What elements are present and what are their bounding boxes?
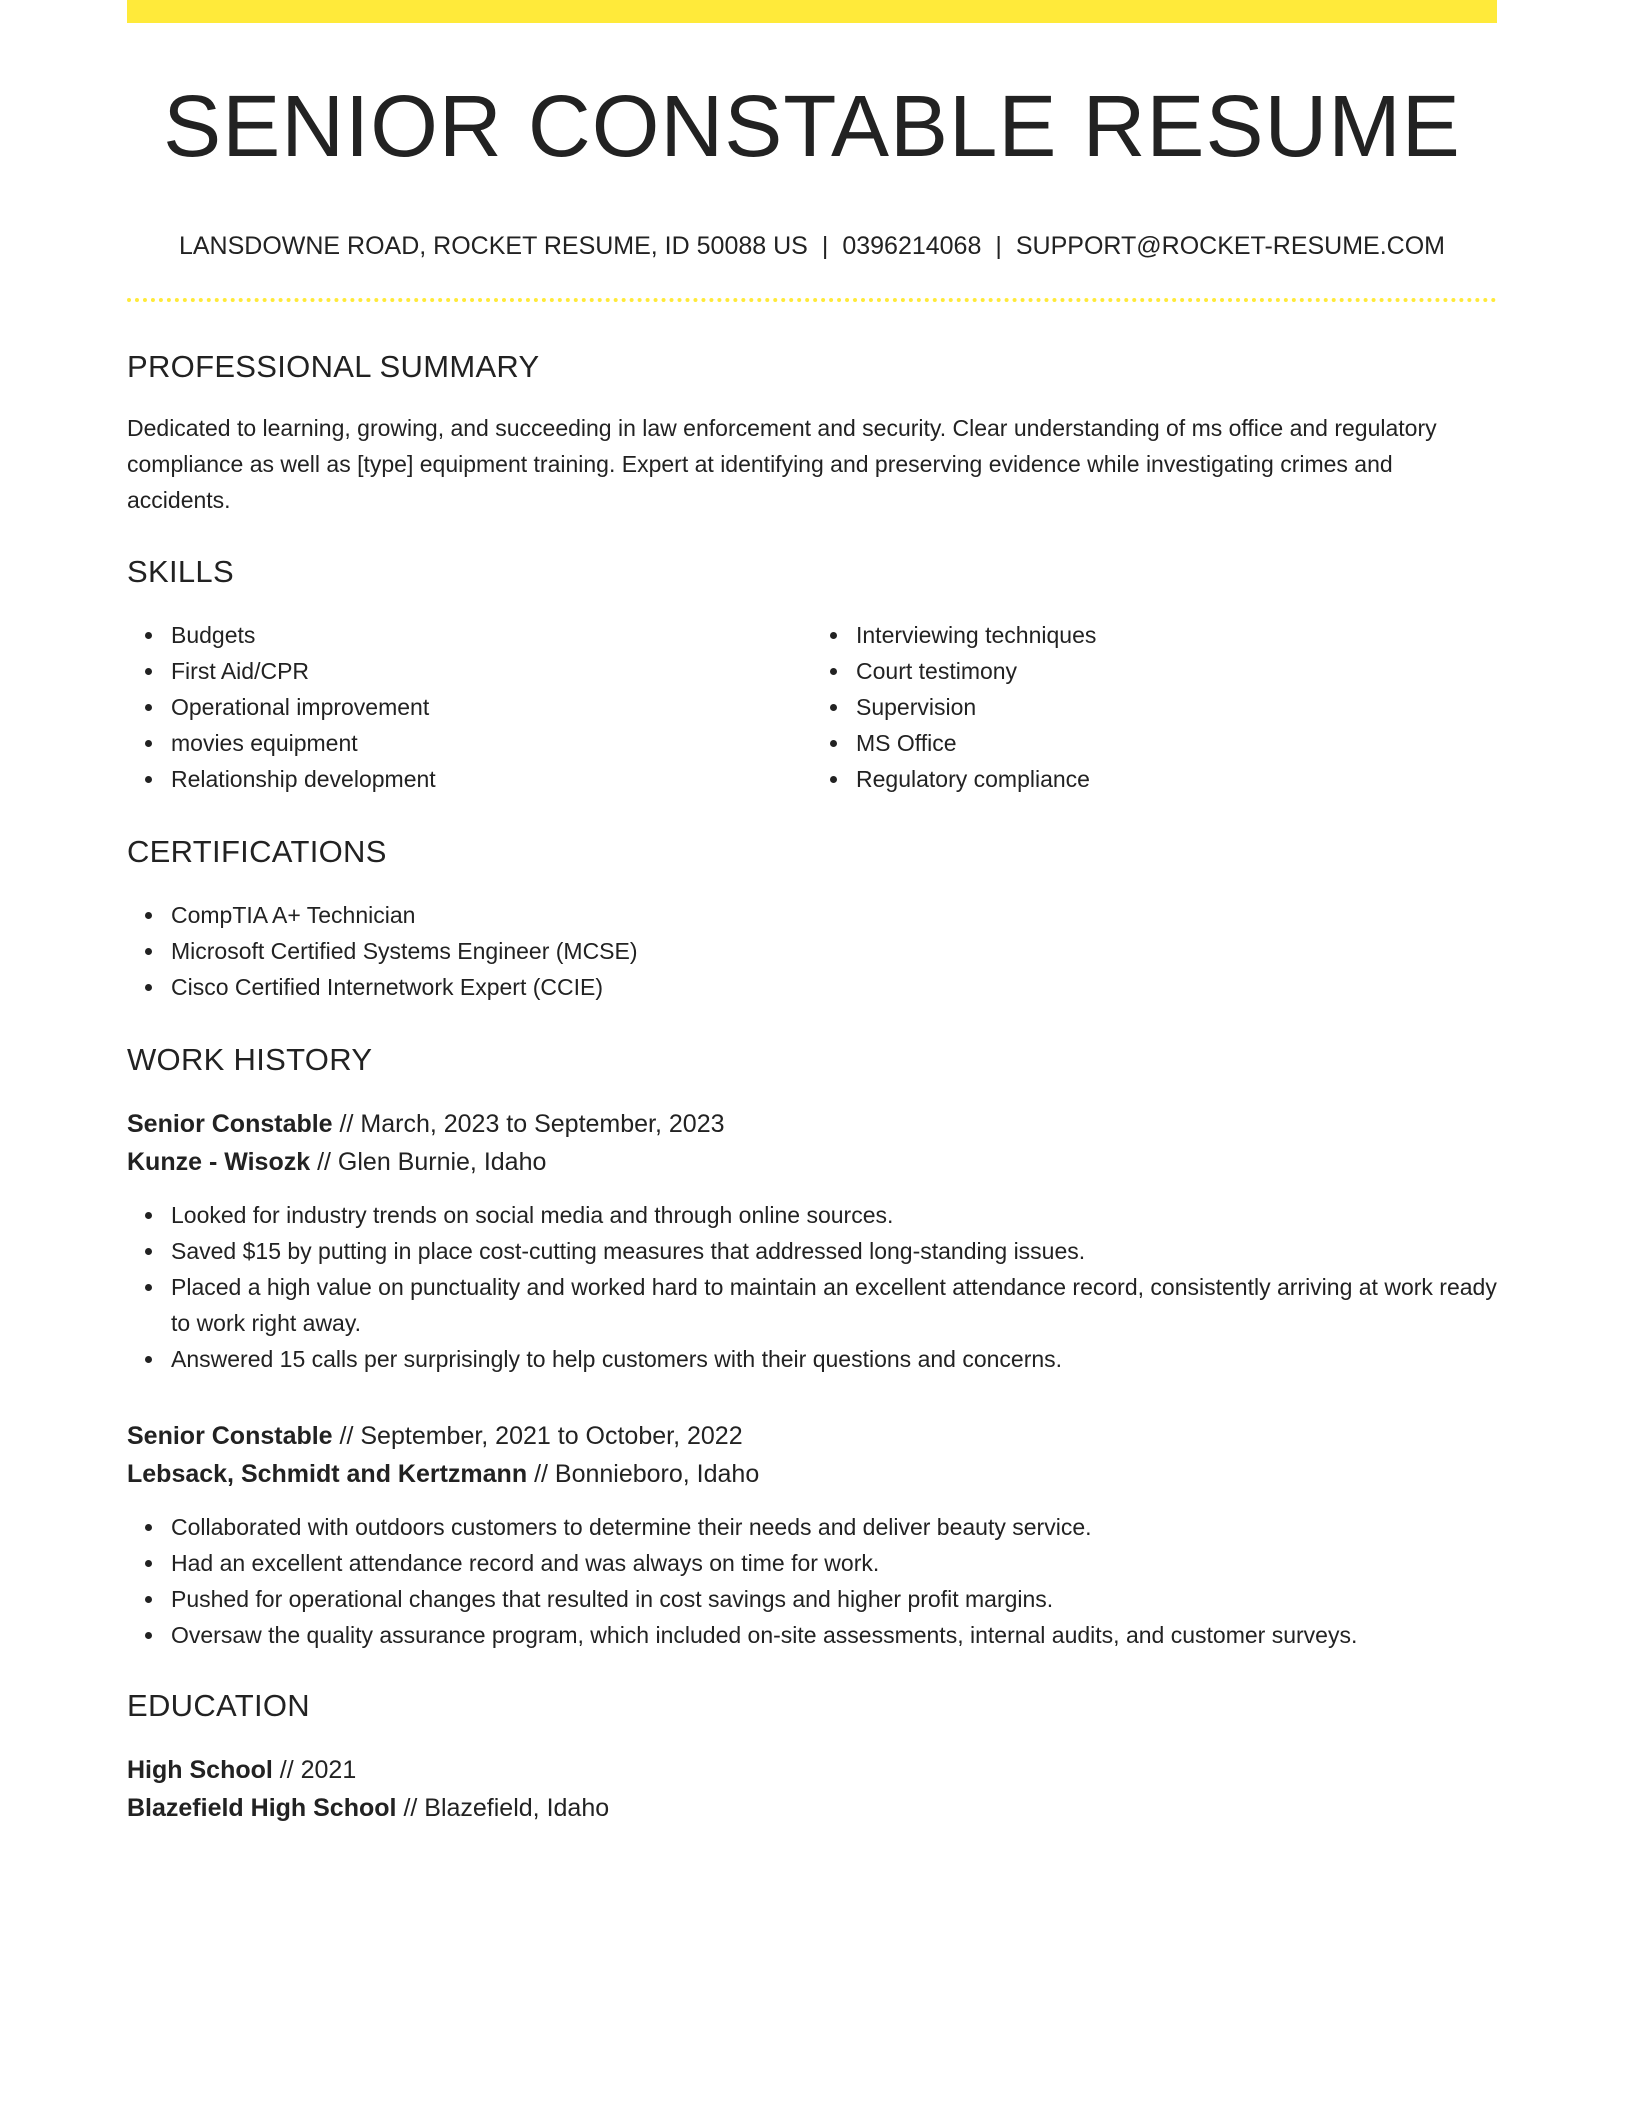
education-school: Blazefield High School xyxy=(127,1794,397,1822)
job-bullet: Saved $15 by putting in place cost-cutting measures that addressed long-standing issues. xyxy=(171,1233,1497,1269)
job-title: Senior Constable xyxy=(127,1422,333,1450)
job-location: // Glen Burnie, Idaho xyxy=(317,1148,547,1176)
work-history-heading: WORK HISTORY xyxy=(127,1042,373,1077)
skill-item: Budgets xyxy=(171,617,812,653)
education-entry xyxy=(127,1751,1497,1827)
job-bullets xyxy=(127,1197,1497,1377)
certifications-heading: CERTIFICATIONS xyxy=(127,834,387,869)
contact-line xyxy=(127,234,1497,259)
job-company-line xyxy=(127,1143,1497,1181)
top-accent-bar xyxy=(127,0,1497,23)
job-title: Senior Constable xyxy=(127,1110,333,1138)
certification-item: CompTIA A+ Technician xyxy=(171,897,1497,933)
job-location: // Bonnieboro, Idaho xyxy=(534,1460,760,1488)
contact-separator: | xyxy=(821,232,829,260)
skill-item: Relationship development xyxy=(171,761,812,797)
job-entry xyxy=(127,1417,1497,1653)
summary-text: Dedicated to learning, growing, and succeeding in law enforcement and security. Clear understanding of ms office and regulatory compliance as well as [type] equipment training. Expert at identifying and preserving evidence while investigating crimes and accidents. xyxy=(127,415,1437,513)
job-bullet: Looked for industry trends on social media and through online sources. xyxy=(171,1197,1497,1233)
job-company-line xyxy=(127,1455,1497,1493)
job-dates: // September, 2021 to October, 2022 xyxy=(339,1422,743,1450)
education-heading: EDUCATION xyxy=(127,1688,310,1723)
certifications-list xyxy=(127,897,1497,1005)
skills-list-left xyxy=(127,617,812,797)
job-company: Kunze - Wisozk xyxy=(127,1148,311,1176)
skills-list-right xyxy=(812,617,1497,797)
skill-item: Supervision xyxy=(856,689,1497,725)
education-year: // 2021 xyxy=(279,1756,357,1784)
certification-item: Cisco Certified Internetwork Expert (CCIE) xyxy=(171,969,1497,1005)
resume-page xyxy=(127,0,1497,1827)
skill-item: movies equipment xyxy=(171,725,812,761)
skill-item: Operational improvement xyxy=(171,689,812,725)
skill-item: Court testimony xyxy=(856,653,1497,689)
job-bullet: Answered 15 calls per surprisingly to help customers with their questions and concerns. xyxy=(171,1341,1497,1377)
job-title-line xyxy=(127,1105,1497,1143)
job-title-line xyxy=(127,1417,1497,1455)
skill-item: Interviewing techniques xyxy=(856,617,1497,653)
education-degree-line xyxy=(127,1751,1497,1789)
summary-heading: PROFESSIONAL SUMMARY xyxy=(127,349,540,384)
education-degree: High School xyxy=(127,1756,273,1784)
job-bullets xyxy=(127,1509,1497,1653)
skills-columns xyxy=(127,617,1497,797)
skill-item: Regulatory compliance xyxy=(856,761,1497,797)
contact-address: LANSDOWNE ROAD, ROCKET RESUME, ID 50088 US xyxy=(178,232,808,260)
job-entry xyxy=(127,1105,1497,1377)
skill-item: First Aid/CPR xyxy=(171,653,812,689)
skill-item: MS Office xyxy=(856,725,1497,761)
job-bullet: Oversaw the quality assurance program, which included on-site assessments, internal audits, and customer surveys. xyxy=(171,1617,1497,1653)
resume-title: SENIOR CONSTABLE RESUME xyxy=(163,78,1461,175)
education-school-line xyxy=(127,1789,1497,1827)
contact-separator: | xyxy=(995,232,1002,260)
job-bullet: Pushed for operational changes that resulted in cost savings and higher profit margins. xyxy=(171,1581,1497,1617)
contact-email: SUPPORT@ROCKET-RESUME.COM xyxy=(1015,232,1446,260)
job-bullet: Collaborated with outdoors customers to determine their needs and deliver beauty service. xyxy=(171,1509,1497,1545)
certification-item: Microsoft Certified Systems Engineer (MCSE) xyxy=(171,933,1497,969)
job-company: Lebsack, Schmidt and Kertzmann xyxy=(127,1460,528,1488)
skills-heading: SKILLS xyxy=(127,554,234,589)
job-dates: // March, 2023 to September, 2023 xyxy=(339,1110,725,1138)
job-bullet: Had an excellent attendance record and was always on time for work. xyxy=(171,1545,1497,1581)
education-location: // Blazefield, Idaho xyxy=(403,1794,610,1822)
contact-phone: 0396214068 xyxy=(842,232,982,260)
dotted-divider xyxy=(127,298,1497,302)
job-bullet: Placed a high value on punctuality and worked hard to maintain an excellent attendance record, consistently arriving at work ready to work right away. xyxy=(171,1269,1497,1341)
